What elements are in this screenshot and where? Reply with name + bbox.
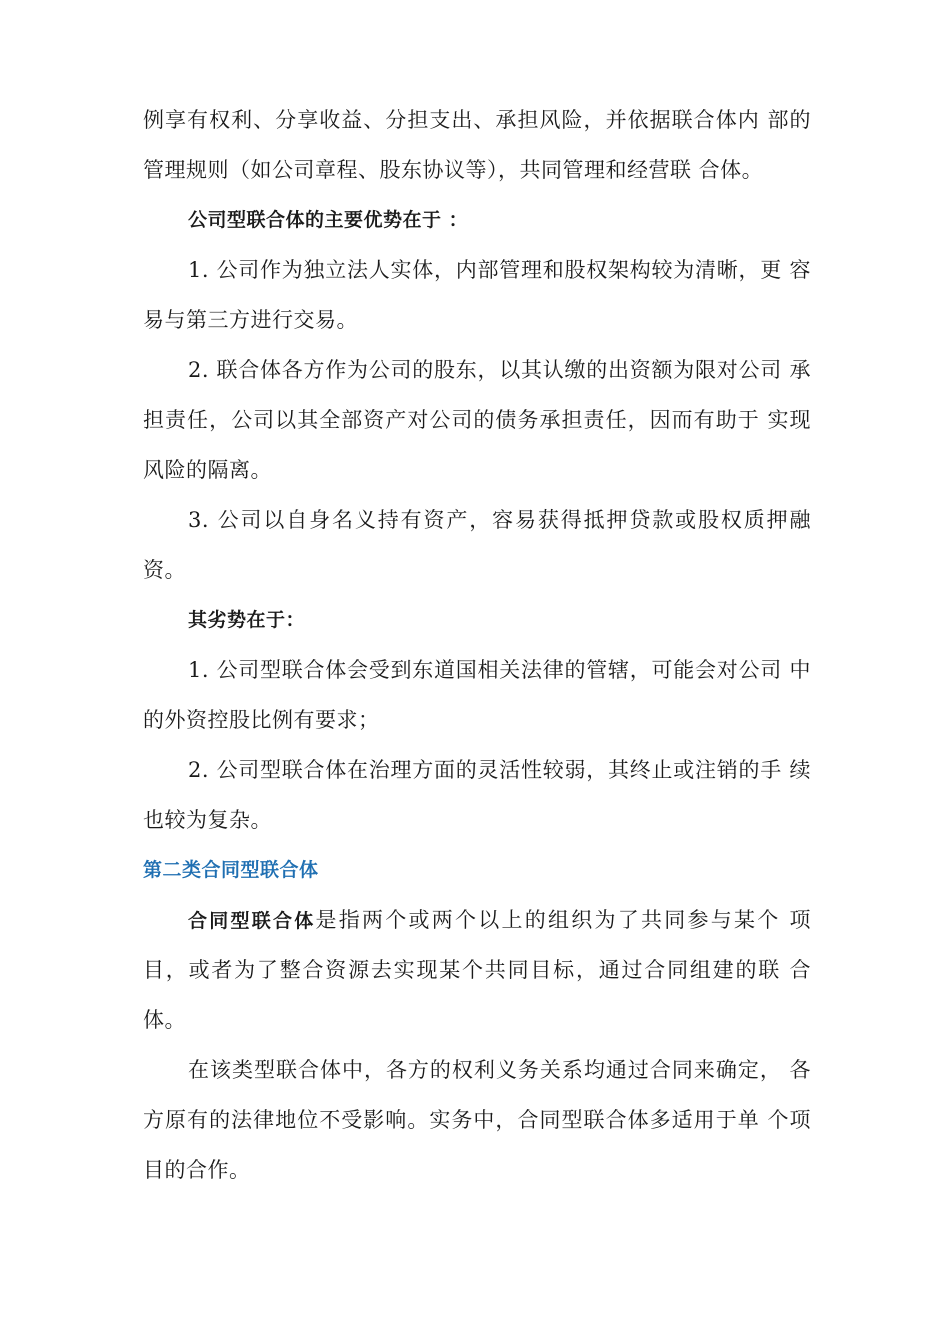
defined-term: 合同型联合体 <box>188 910 316 932</box>
text-line: 资。 <box>143 558 186 582</box>
text-line: 风险的隔离。 <box>143 458 272 482</box>
text-line: 例享有权利、分享收益、分担支出、承担风险，并依据联合体内 部的 <box>143 108 811 132</box>
text-line: 3. 公司以自身名义持有资产，容易获得抵押贷款或股权质押融 <box>188 508 811 532</box>
text-line: 在该类型联合体中，各方的权利义务关系均通过合同来确定， 各 <box>188 1058 811 1082</box>
document-page <box>143 107 811 1183</box>
text-line: 方原有的法律地位不受影响。实务中，合同型联合体多适用于单 个项 <box>143 1108 811 1132</box>
advantage-item-1 <box>143 257 811 333</box>
text-line: 2. 联合体各方作为公司的股东，以其认缴的出资额为限对公司 承 <box>188 358 811 382</box>
disadvantages-heading: 其劣势在于： <box>188 609 306 631</box>
section-heading: 第二类合同型联合体 <box>143 859 319 881</box>
text-line: 1. 公司型联合体会受到东道国相关法律的管辖，可能会对公司 中 <box>188 658 811 682</box>
text-line: 目，或者为了整合资源去实现某个共同目标，通过合同组建的联 合 <box>143 958 811 982</box>
disadvantage-item-2 <box>143 757 811 833</box>
text-line: 管理规则（如公司章程、股东协议等），共同管理和经营联 合体。 <box>143 158 764 182</box>
text-fragment: 是指两个或两个以上的组织为了共同参与某个 项 <box>315 908 811 932</box>
disadvantage-item-1 <box>143 657 811 733</box>
advantage-item-2 <box>143 357 811 483</box>
text-line: 体。 <box>143 1008 186 1032</box>
text-line: 担责任，公司以其全部资产对公司的债务承担责任，因而有助于 实现 <box>143 408 811 432</box>
text-line: 的外资控股比例有要求； <box>143 708 380 732</box>
text-line <box>143 907 811 933</box>
text-line: 1. 公司作为独立法人实体，内部管理和股权架构较为清晰，更 容 <box>188 258 811 282</box>
advantages-heading: 公司型联合体的主要优势在于 ： <box>188 209 469 231</box>
text-line: 2. 公司型联合体在治理方面的灵活性较弱，其终止或注销的手 续 <box>188 758 811 782</box>
paragraph-membership <box>143 107 811 183</box>
text-line: 也较为复杂。 <box>143 808 272 832</box>
text-line: 目的合作。 <box>143 1158 251 1182</box>
advantage-item-3 <box>143 507 811 583</box>
contract-paragraph <box>143 1057 811 1183</box>
text-line: 易与第三方进行交易。 <box>143 308 358 332</box>
definition-paragraph <box>143 907 811 1033</box>
